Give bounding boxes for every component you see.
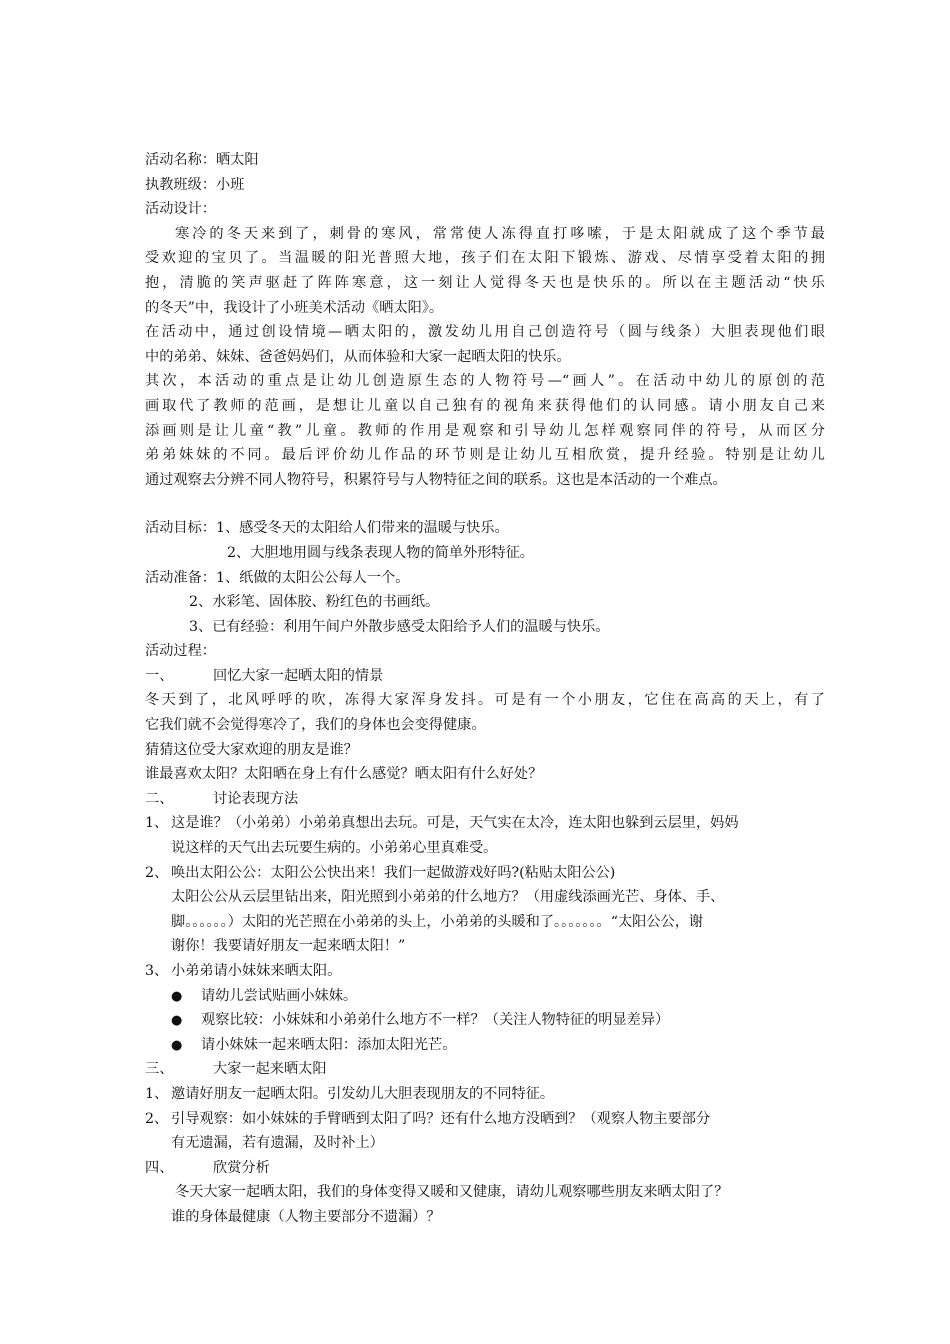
- paragraph-line: 在活动中，通过创设情境—晒太阳的，激发幼儿用自己创造符号（圆与线条）大胆表现他们眼: [145, 324, 825, 341]
- item-continuation: 脚。。。。。。）太阳的光芒照在小弟弟的头上，小弟弟的头暖和了。。。。。。。“太阳公公，谢: [171, 913, 704, 930]
- bullet-item: [145, 1033, 825, 1058]
- goals-line-2: 2、大胆地用圆与线条表现人物的简单外形特征。: [227, 544, 534, 561]
- item-continuation: 说这样的天气出去玩要生病的。小弟弟心里真难受。: [171, 840, 498, 857]
- class-level: 执教班级：小班: [145, 176, 245, 193]
- paragraph-line: 寒冷的冬天来到了，刺骨的寒风，常常使人冻得直打哆嗦，于是太阳就成了这个季节最: [175, 225, 825, 242]
- section-heading-1: [145, 664, 825, 689]
- bullet-text: 请小妹妹一起来晒太阳：添加太阳光芒。: [201, 1036, 457, 1053]
- section-heading-3: [145, 1057, 825, 1082]
- item-number: 2、: [145, 1110, 169, 1127]
- item-continuation: 谢你！我要请好朋友一起来晒太阳！”: [171, 938, 406, 955]
- process-label: 活动过程：: [145, 643, 216, 660]
- section-heading-2: [145, 787, 825, 812]
- list-item: [145, 1107, 825, 1132]
- paragraph-line: 谁的身体最健康（人物主要部分不遗漏）？: [171, 1208, 441, 1225]
- item-number: 1、: [145, 1085, 169, 1102]
- paragraph-line: 谁最喜欢太阳？太阳晒在身上有什么感觉？晒太阳有什么好处？: [145, 766, 543, 783]
- section-number: 四、: [145, 1159, 174, 1176]
- section-number: 三、: [145, 1061, 174, 1078]
- paragraph-line: 画取代了教师的范画，是想让儿童以自己独有的视角来获得他们的认同感。请小朋友自己来: [145, 397, 825, 414]
- section-number: 二、: [145, 790, 174, 807]
- prep-line-1: 活动准备：1、纸做的太阳公公每人一个。: [145, 569, 410, 586]
- prep-line-2: 2、水彩笔、固体胶、粉红色的书画纸。: [189, 594, 440, 611]
- item-text: 引导观察：如小妹妹的手臂晒到太阳了吗？还有什么地方没晒到？（观察人物主要部分: [171, 1110, 711, 1127]
- bullet-text: 观察比较：小妹妹和小弟弟什么地方不一样？（关注人物特征的明显差异）: [201, 1012, 670, 1029]
- paragraph-line: 通过观察去分辨不同人物符号，积累符号与人物特征之间的联系。这也是本活动的一个难点。: [145, 471, 727, 488]
- section-title: 回忆大家一起晒太阳的情景: [213, 667, 384, 684]
- item-continuation: 太阳公公从云层里钻出来，阳光照到小弟弟的什么地方？（用虚线添画光芒、身体、手、: [171, 889, 725, 906]
- paragraph-line: 冬天到了，北风呼呼的吹，冻得大家浑身发抖。可是有一个小朋友，它住在高高的天上，有了: [145, 692, 825, 709]
- paragraph-line: 添画则是让儿童“教”儿童。教师的作用是观察和引导幼儿怎样观察同伴的符号，从而区分: [145, 422, 825, 439]
- section-title: 欣赏分析: [213, 1159, 270, 1176]
- document-page: [145, 148, 825, 1230]
- paragraph-line: 中的弟弟、妹妹、爸爸妈妈们，从而体验和大家一起晒太阳的快乐。: [145, 348, 571, 365]
- item-text: 唤出太阳公公：太阳公公快出来！我们一起做游戏好吗?(粘贴太阳公公): [171, 864, 616, 881]
- section-number: 一、: [145, 667, 174, 684]
- paragraph-line: 它我们就不会觉得寒冷了，我们的身体也会变得健康。: [145, 717, 486, 734]
- paragraph-line: 其次，本活动的重点是让幼儿创造原生态的人物符号—“画人”。在活动中幼儿的原创的范: [145, 373, 825, 390]
- paragraph-line: 抱，清脆的笑声驱赶了阵阵寒意，这一刻让人觉得冬天也是快乐的。所以在主题活动“快乐: [145, 274, 825, 291]
- bullet-item: [145, 1008, 825, 1033]
- paragraph-line: 受欢迎的宝贝了。当温暖的阳光普照大地，孩子们在太阳下锻炼、游戏、尽情享受着太阳的拥: [145, 250, 825, 267]
- activity-name: 活动名称：晒太阳: [145, 152, 259, 168]
- list-item: [145, 811, 825, 836]
- paragraph-line: 弟弟妹妹的不同。最后评价幼儿作品的环节则是让幼儿互相欣赏，提升经验。特别是让幼儿: [145, 447, 825, 464]
- paragraph-line: 的冬天”中，我设计了小班美术活动《晒太阳》。: [145, 299, 444, 316]
- item-text: 这是谁？（小弟弟）小弟弟真想出去玩。可是，天气实在太冷，连太阳也躲到云层里，妈妈: [171, 815, 739, 832]
- bullet-text: 请幼儿尝试贴画小妹妹。: [201, 987, 358, 1004]
- section-heading-4: [145, 1156, 825, 1181]
- bullet-icon: ●: [171, 1037, 183, 1053]
- paragraph-line: 猜猜这位受大家欢迎的朋友是谁？: [145, 741, 358, 758]
- blank-line: [145, 492, 825, 516]
- bullet-icon: ●: [171, 1013, 183, 1029]
- bullet-item: [145, 984, 825, 1009]
- section-title: 大家一起来晒太阳: [213, 1061, 327, 1078]
- bullet-icon: ●: [171, 988, 183, 1004]
- list-item: [145, 959, 825, 984]
- item-number: 2、: [145, 864, 169, 881]
- item-number: 3、: [145, 963, 169, 979]
- section-title: 讨论表现方法: [213, 790, 299, 807]
- item-text: 小弟弟请小妹妹来晒太阳。: [171, 963, 342, 979]
- item-text: 邀请好朋友一起晒太阳。引发幼儿大胆表现朋友的不同特征。: [171, 1085, 555, 1102]
- prep-line-3: 3、已有经验：利用午间户外散步感受太阳给予人们的温暖与快乐。: [189, 618, 610, 635]
- design-label: 活动设计：: [145, 201, 216, 218]
- item-number: 1、: [145, 815, 169, 832]
- item-continuation: 有无遗漏，若有遗漏，及时补上）: [171, 1135, 384, 1152]
- list-item: [145, 861, 825, 886]
- list-item: [145, 1082, 825, 1107]
- goals-line-1: 活动目标：1、感受冬天的太阳给人们带来的温暖与快乐。: [145, 520, 509, 537]
- paragraph-line: 冬天大家一起晒太阳，我们的身体变得又暖和又健康，请幼儿观察哪些朋友来晒太阳了？: [175, 1184, 729, 1201]
